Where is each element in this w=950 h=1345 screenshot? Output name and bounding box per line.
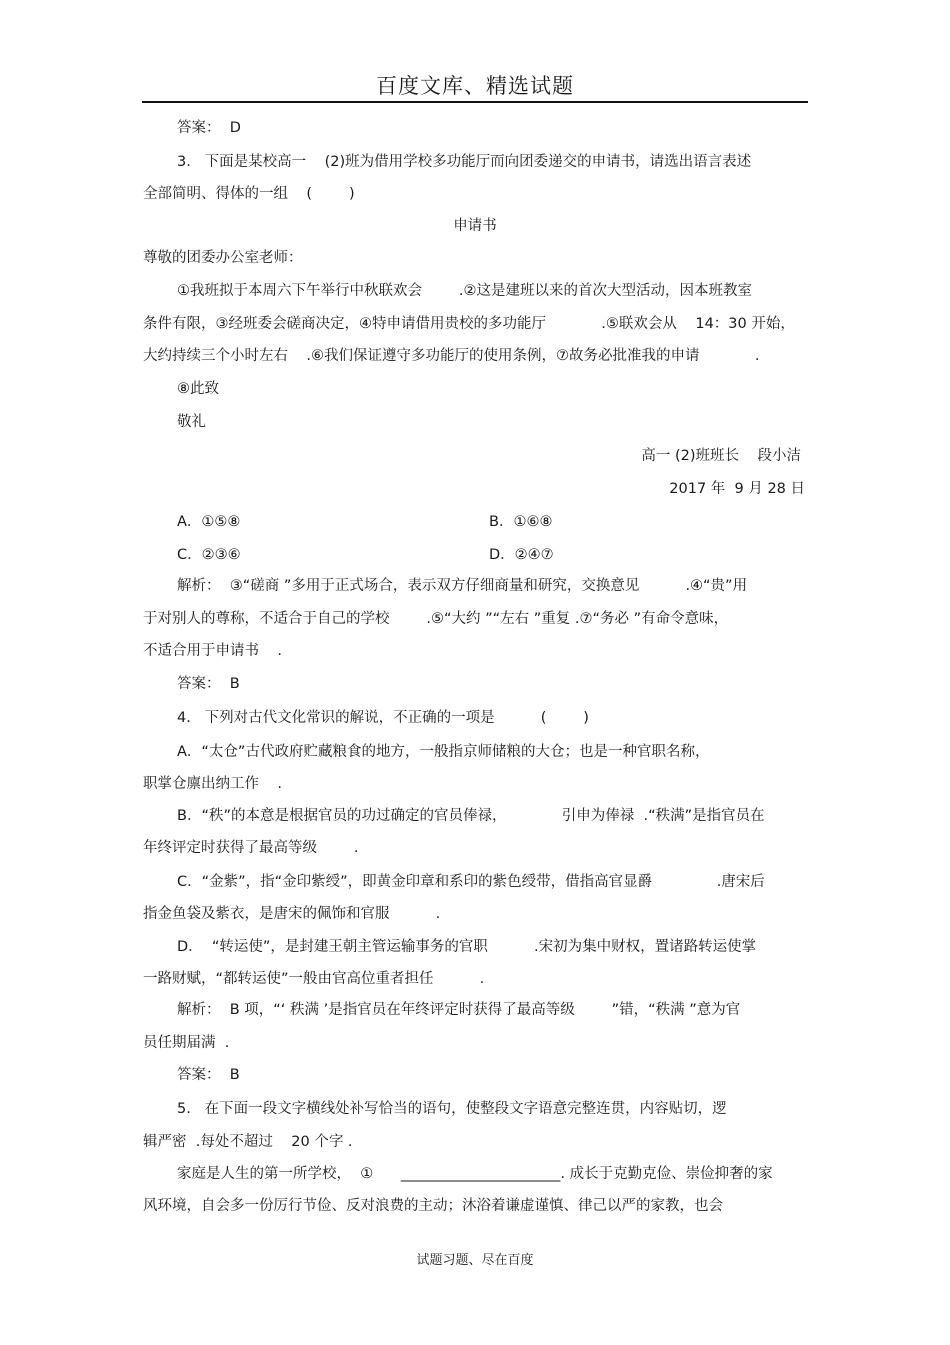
analysis-line: 解析： ③“磋商 ”多用于正式场合，表示双方仔细商量和研究，交换意见 .④“贵”用 [177, 578, 748, 594]
letter-body-line: ①我班拟于本周六下午举行中秋联欢会 .②这是建班以来的首次大型活动，因本班教室 [177, 283, 752, 299]
analysis-line: 解析： B 项，“‘ 秩满 ’是指官员在年终评定时获得了最高等级 ”错，“秩满 ”意为官 [177, 1002, 741, 1018]
page-footer: 试题习题、尽在百度 [416, 1253, 534, 1268]
analysis-line: 不适合用于申请书 . [143, 643, 283, 659]
question-4-option-a-cont: 职掌仓廪出纳工作 . [143, 776, 283, 792]
letter-salutation: 尊敬的团委办公室老师： [143, 250, 303, 266]
question-5-passage: 家庭是人生的第一所学校， ① ______________________. 成长于克勤克俭、崇俭抑奢的家 [177, 1166, 773, 1182]
question-3-stem-cont: 全部简明、得体的一组 ( ) [143, 186, 355, 202]
letter-date: 2017 年 9 月 28 日 [669, 481, 805, 497]
letter-title: 申请书 [453, 218, 497, 234]
question-4-option-c-cont: 指金鱼袋及紫衣，是唐宋的佩饰和官服 . [143, 906, 441, 922]
question-4-option-d-cont: 一路财赋，“都转运使”一般由官高位重者担任 . [143, 971, 485, 987]
option-b: B．①⑥⑧ [489, 514, 553, 530]
letter-body-line: 大约持续三个小时左右 .⑥我们保证遵守多功能厅的使用条例，⑦故务必批准我的申请 . [143, 348, 760, 364]
question-4-option-c: C．“金紫”，指“金印紫绶”，即黄金印章和系印的紫色绶带，借指高官显爵 .唐宋后 [177, 874, 765, 890]
answer-line: 答案： B [177, 1067, 240, 1083]
question-4-option-d: D． “转运使”，是封建王朝主管运输事务的官职 .宋初为集中财权，置诸路转运使掌 [177, 939, 757, 955]
question-5-stem-cont: 辑严密 .每处不超过 20 个字 . [143, 1134, 353, 1150]
question-4-option-b: B．“秩”的本意是根据官员的功过确定的官员俸禄， 引申为俸禄 .“秩满”是指官员在 [177, 808, 765, 824]
answer-line: 答案： D [177, 120, 241, 136]
letter-closing: ⑧此致 [177, 381, 219, 397]
question-5-stem: 5. 在下面一段文字横线处补写恰当的语句，使整段文字语意完整连贯，内容贴切，逻 [177, 1101, 727, 1117]
question-4-stem: 4. 下列对古代文化常识的解说，不正确的一项是 ( ) [177, 710, 589, 726]
letter-signature: 高一 (2)班班长 段小洁 [641, 448, 801, 464]
option-d: D．②④⑦ [489, 547, 554, 563]
option-a: A．①⑤⑧ [177, 514, 241, 530]
analysis-line: 员任期届满 . [143, 1035, 230, 1051]
answer-line: 答案： B [177, 676, 240, 692]
question-4-option-a: A．“太仓”古代政府贮藏粮食的地方，一般指京师储粮的大仓；也是一种官职名称， [177, 744, 710, 760]
page-header-title: 百度文库、精选试题 [376, 74, 574, 98]
question-4-option-b-cont: 年终评定时获得了最高等级 . [143, 840, 359, 856]
question-3-stem: 3. 下面是某校高一 (2)班为借用学校多功能厅而向团委递交的申请书，请选出语言表述 [177, 154, 752, 170]
analysis-line: 于对别人的尊称，不适合于自己的学校 .⑤“大约 ”“左右 ”重复 .⑦“务必 ”有命令意味， [143, 611, 729, 627]
letter-closing-regards: 敬礼 [177, 414, 206, 430]
header-divider [142, 101, 808, 103]
option-c: C．②③⑥ [177, 547, 241, 563]
question-5-passage-cont: 风环境，自会多一份厉行节俭、反对浪费的主动；沐浴着谦虚谨慎、律己以严的家教，也会 [143, 1198, 723, 1214]
letter-body-line: 条件有限，③经班委会磋商决定，④特申请借用贵校的多功能厅 .⑤联欢会从 14：30 开始， [143, 316, 795, 332]
